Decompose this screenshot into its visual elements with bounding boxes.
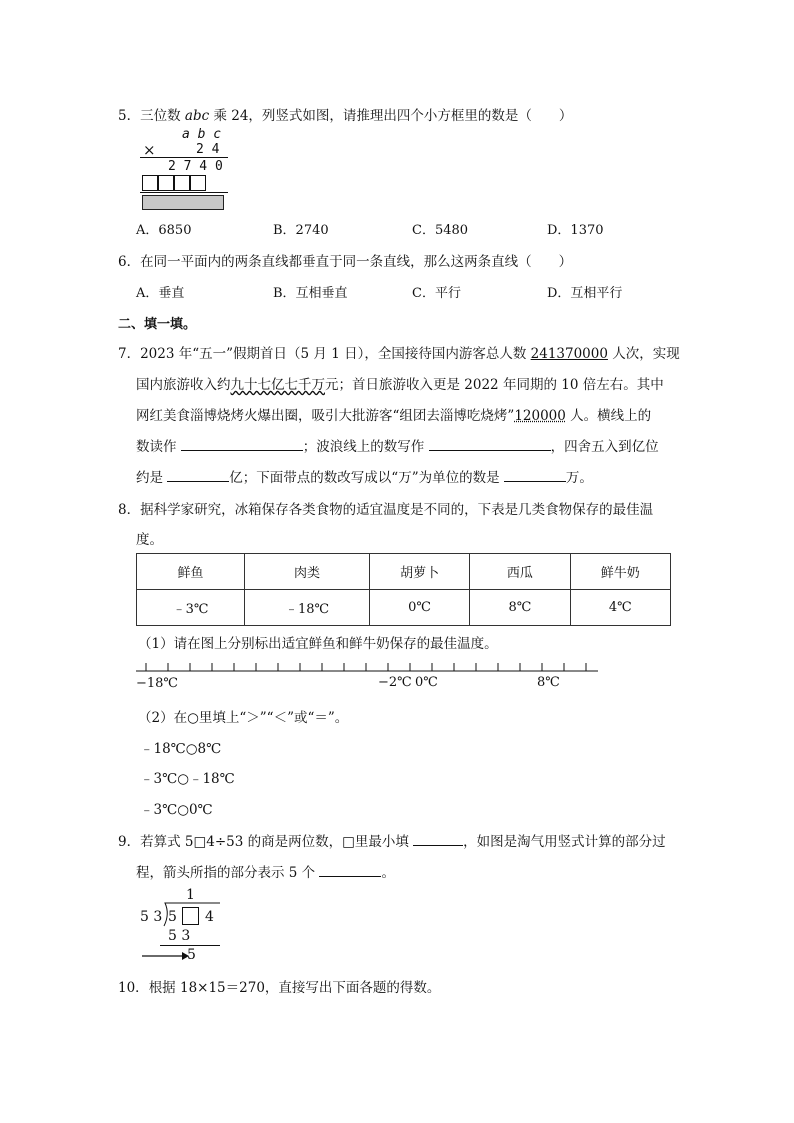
table-cell: ﹣18℃ (245, 590, 370, 626)
table-header-cell: 西瓜 (470, 554, 570, 590)
answer-blank[interactable] (167, 467, 229, 482)
q6-stem: 6．在同一平面内的两条直线都垂直于同一条直线，那么这两条直线（ ） (118, 254, 573, 270)
table-cell: 8℃ (470, 590, 570, 626)
q6-option-a[interactable]: A．垂直 (136, 286, 185, 301)
table-cell: 0℃ (369, 590, 469, 626)
answer-box[interactable] (174, 175, 190, 191)
q9-line-2: 程，箭头所指的部分表示 5 个 。 (136, 861, 395, 881)
answer-blank[interactable] (504, 467, 566, 482)
dotted-number: 120000 (514, 408, 566, 424)
q6-option-c[interactable]: C．平行 (412, 286, 461, 301)
numberline-label: 0℃ (415, 675, 438, 690)
divisor: 5 3 (140, 909, 163, 925)
table-header-cell: 鲜鱼 (137, 554, 245, 590)
q5-number: 5． (118, 108, 141, 124)
q9-line-1: 9．若算式 5□4÷53 的商是两位数，□里最小填 ，如图是淘气用竖式计算的部分过 (118, 830, 666, 850)
numberline-label: 8℃ (537, 675, 560, 690)
wavy-underlined-number: 九十七亿七千万 (230, 377, 325, 393)
q5-option-c[interactable]: C．5480 (412, 223, 469, 238)
compare-item[interactable]: ﹣3℃○0℃ (140, 802, 213, 818)
q7-line-1: 7．2023 年“五一”假期首日（5 月 1 日），全国接待国内游客总人数 241370000 人次，实现 (118, 346, 680, 362)
table-row (137, 554, 671, 590)
rule-line (160, 945, 220, 946)
compare-item[interactable]: ﹣18℃○8℃ (140, 741, 222, 757)
q7-line-3: 网红美食淄博烧烤火爆出圈，吸引大批游客“组团去淄博吃烧烤”120000 人。横线上的 (136, 408, 652, 424)
q6-option-d[interactable]: D．互相平行 (547, 286, 623, 301)
q10-stem: 10．根据 18×15＝270，直接写出下面各题的得数。 (118, 980, 441, 996)
answer-box[interactable] (142, 175, 158, 191)
q8-sub1: （1）请在图上分别标出适宜鲜鱼和鲜牛奶保存的最佳温度。 (138, 636, 498, 652)
times-sign: × (143, 141, 156, 159)
answer-blank[interactable] (429, 436, 551, 451)
answer-blank[interactable] (319, 862, 381, 877)
quotient: 1 (186, 887, 195, 903)
section-title: 二、填一填。 (118, 317, 197, 332)
q7-line-4: 数读作 ；波浪线上的数写作 ，四舍五入到亿位 (136, 435, 659, 455)
compare-item[interactable]: ﹣3℃○﹣18℃ (140, 771, 235, 787)
answer-box[interactable] (158, 175, 174, 191)
product: 5 3 (168, 928, 191, 944)
remainder: 5 (187, 947, 196, 963)
table-header-cell: 胡萝卜 (369, 554, 469, 590)
q8-sub2: （2）在○里填上“＞”“＜”或“＝”。 (138, 710, 349, 726)
numberline-label: −18℃ (136, 676, 178, 691)
table-row (137, 590, 671, 626)
q5-option-a[interactable]: A．6850 (136, 223, 192, 238)
q8-stem-cont: 度。 (136, 532, 163, 548)
table-cell: ﹣3℃ (137, 590, 245, 626)
number-line[interactable] (136, 658, 602, 692)
arrow-icon (140, 949, 190, 963)
q5-option-d[interactable]: D．1370 (547, 223, 604, 238)
q5-stem: 5．三位数 abc 乘 24，列竖式如图，请推理出四个小方框里的数是（ ） (118, 108, 573, 124)
q8-stem: 8．据科学家研究，冰箱保存各类食物的适宜温度是不同的，下表是几类食物保存的最佳温 (118, 502, 654, 518)
q6-option-b[interactable]: B．互相垂直 (273, 286, 348, 301)
answer-blank[interactable] (181, 436, 303, 451)
q7-line-2: 国内旅游收入约九十七亿七千万元；首日旅游收入更是 2022 年同期的 10 倍左右。其中 (136, 377, 664, 393)
food-temperature-table (136, 553, 671, 626)
dividend-box[interactable] (182, 907, 199, 925)
answer-blank[interactable] (413, 831, 463, 846)
underlined-number: 241370000 (530, 346, 608, 362)
table-cell: 4℃ (570, 590, 670, 626)
q5-option-b[interactable]: B．2740 (273, 223, 329, 238)
table-header-cell: 鲜牛奶 (570, 554, 670, 590)
q7-line-5: 约是 亿；下面带点的数改写成以“万”为单位的数是 万。 (136, 466, 593, 486)
rule-line (140, 157, 228, 158)
table-header-cell: 肉类 (245, 554, 370, 590)
answer-box[interactable] (190, 175, 206, 191)
numberline-label: −2℃ (378, 675, 412, 690)
shaded-result-box (142, 195, 224, 210)
rule-line (140, 192, 228, 193)
